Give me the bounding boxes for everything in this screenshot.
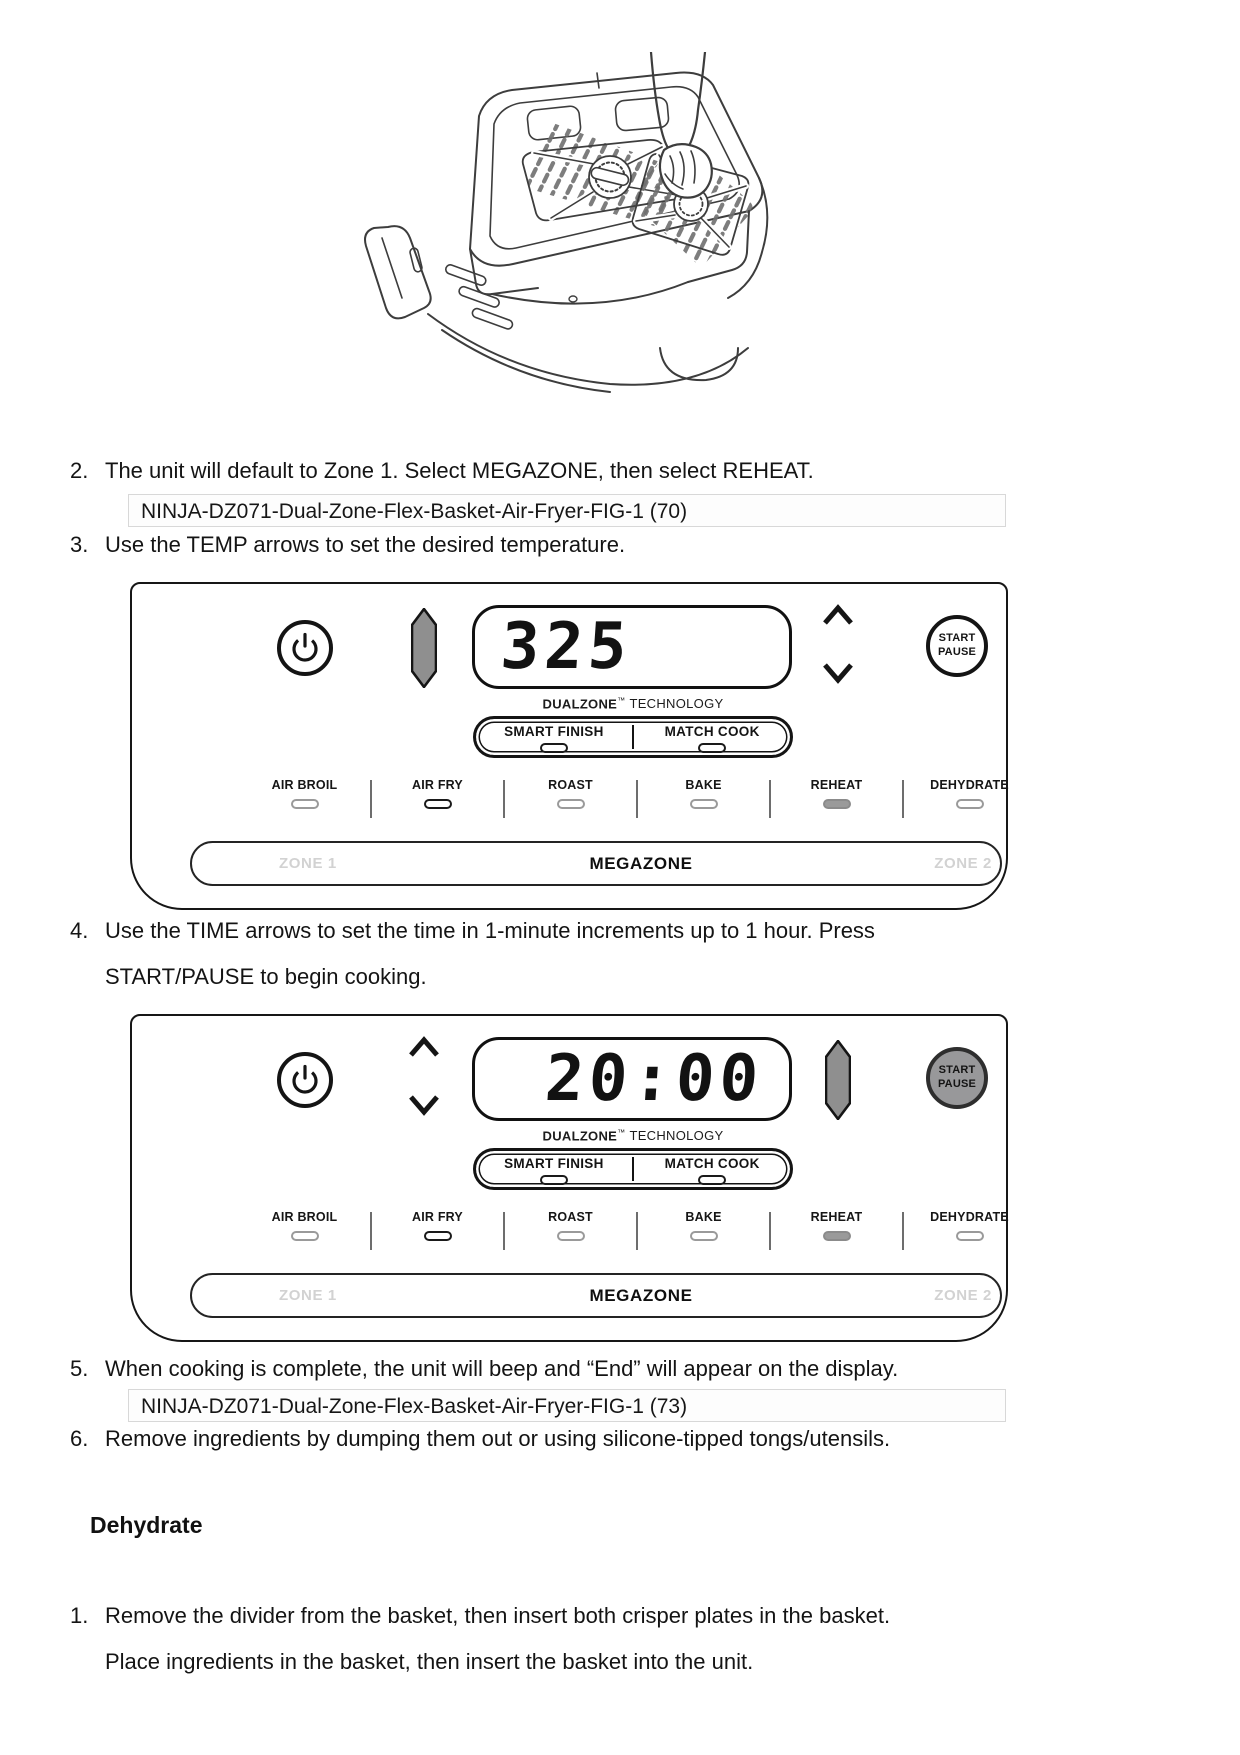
mode-air-broil: AIR BROIL bbox=[238, 1210, 371, 1254]
mode-indicator bbox=[557, 1231, 585, 1241]
zone-selector-bar bbox=[190, 1273, 1002, 1318]
dualzone-block bbox=[473, 1128, 793, 1190]
step-number: 6. bbox=[70, 1426, 89, 1451]
step-number: 3. bbox=[70, 532, 89, 557]
dualzone-brand: DUALZONE bbox=[542, 696, 618, 712]
cook-mode-row bbox=[238, 1210, 1036, 1254]
mode-indicator bbox=[690, 1231, 718, 1241]
figure-placeholder-label: NINJA-DZ071-Dual-Zone-Flex-Basket-Air-Fryer-FIG-1 (70) bbox=[141, 500, 688, 523]
zone-selector-bar bbox=[190, 841, 1002, 886]
mode-dehydrate: DEHYDRATE bbox=[903, 778, 1036, 822]
mode-indicator bbox=[956, 799, 984, 809]
step-number: 5. bbox=[70, 1356, 89, 1381]
match-cook-button: MATCH COOK bbox=[634, 722, 790, 753]
technology-label: TECHNOLOGY bbox=[629, 696, 724, 712]
match-cook-indicator bbox=[698, 743, 726, 753]
step-item-5 bbox=[70, 1356, 1010, 1382]
mode-indicator bbox=[291, 799, 319, 809]
mode-air-fry: AIR FRY bbox=[371, 1210, 504, 1254]
power-icon bbox=[288, 1063, 322, 1097]
display-screen bbox=[472, 605, 792, 689]
smart-finish-indicator bbox=[540, 743, 568, 753]
pause-label: PAUSE bbox=[937, 646, 977, 658]
mode-roast: ROAST bbox=[504, 778, 637, 822]
time-down-arrow-icon bbox=[822, 662, 854, 684]
figure-placeholder-label: NINJA-DZ071-Dual-Zone-Flex-Basket-Air-Fryer-FIG-1 (73) bbox=[141, 1395, 688, 1418]
mode-reheat-active: REHEAT bbox=[770, 1210, 903, 1254]
control-panel-time bbox=[130, 1014, 1008, 1342]
zone2-label: ZONE 2 bbox=[934, 1287, 992, 1304]
trademark-symbol: ™ bbox=[617, 696, 626, 705]
mode-indicator bbox=[424, 1231, 452, 1241]
mode-bake: BAKE bbox=[637, 1210, 770, 1254]
mode-reheat-active: REHEAT bbox=[770, 778, 903, 822]
temp-up-arrow-icon bbox=[408, 1036, 440, 1058]
smart-finish-button: SMART FINISH bbox=[476, 1154, 632, 1185]
pause-label: PAUSE bbox=[937, 1078, 977, 1090]
dualzone-brand: DUALZONE bbox=[542, 1128, 618, 1144]
cook-mode-row bbox=[238, 778, 1036, 822]
trademark-symbol: ™ bbox=[617, 1128, 626, 1137]
mode-bake: BAKE bbox=[637, 778, 770, 822]
mode-air-fry: AIR FRY bbox=[371, 778, 504, 822]
technology-label: TECHNOLOGY bbox=[629, 1128, 724, 1144]
temp-down-arrow-icon bbox=[408, 1094, 440, 1116]
step-text: Remove the divider from the basket, then insert both crisper plates in the basket. Place ingredients in the basket, then insert the basket into the unit. bbox=[105, 1603, 891, 1674]
display-value: 20:00 bbox=[542, 1042, 766, 1116]
control-panel-temp bbox=[130, 582, 1008, 910]
match-cook-indicator bbox=[698, 1175, 726, 1185]
step-item-6 bbox=[70, 1426, 1010, 1452]
dualzone-technology-label bbox=[473, 696, 793, 711]
step-text: Use the TEMP arrows to set the desired temperature. bbox=[105, 532, 626, 557]
mode-dehydrate: DEHYDRATE bbox=[903, 1210, 1036, 1254]
display-screen bbox=[472, 1037, 792, 1121]
step-text: Use the TIME arrows to set the time in 1-minute increments up to 1 hour. Press START/PAUSE to begin cooking. bbox=[105, 918, 875, 989]
temp-arrows-highlighted bbox=[411, 608, 437, 688]
zone1-label: ZONE 1 bbox=[279, 855, 337, 872]
zone2-label: ZONE 2 bbox=[934, 855, 992, 872]
step-text: When cooking is complete, the unit will beep and “End” will appear on the display. bbox=[105, 1356, 899, 1381]
smart-finish-match-cook-capsule bbox=[473, 716, 793, 758]
step-text: Remove ingredients by dumping them out or using silicone-tipped tongs/utensils. bbox=[105, 1426, 891, 1451]
figure-placeholder-box bbox=[128, 494, 1006, 527]
mode-indicator bbox=[557, 799, 585, 809]
mode-indicator-on bbox=[823, 1231, 851, 1241]
power-icon bbox=[288, 631, 322, 665]
step-item-4 bbox=[70, 918, 1010, 990]
smart-finish-indicator bbox=[540, 1175, 568, 1185]
step-item-3 bbox=[70, 532, 1010, 558]
figure-placeholder-box bbox=[128, 1389, 1006, 1422]
megazone-label: MEGAZONE bbox=[589, 1286, 693, 1305]
dualzone-technology-label bbox=[473, 1128, 793, 1143]
dualzone-block bbox=[473, 696, 793, 758]
display-value: 325 bbox=[498, 610, 635, 684]
step-item-2 bbox=[70, 458, 1010, 484]
step-text: The unit will default to Zone 1. Select MEGAZONE, then select REHEAT. bbox=[105, 458, 814, 483]
zone1-label: ZONE 1 bbox=[279, 1287, 337, 1304]
mode-indicator bbox=[424, 799, 452, 809]
step-item-dehydrate-1 bbox=[70, 1603, 1010, 1675]
time-up-arrow-icon bbox=[822, 604, 854, 626]
step-number: 2. bbox=[70, 458, 89, 483]
smart-finish-button: SMART FINISH bbox=[476, 722, 632, 753]
mode-air-broil: AIR BROIL bbox=[238, 778, 371, 822]
mode-indicator-on bbox=[823, 799, 851, 809]
start-pause-button bbox=[926, 615, 988, 677]
up-down-arrow-icon bbox=[411, 608, 437, 688]
mode-roast: ROAST bbox=[504, 1210, 637, 1254]
step-number: 1. bbox=[70, 1603, 89, 1628]
match-cook-button: MATCH COOK bbox=[634, 1154, 790, 1185]
mode-indicator bbox=[291, 1231, 319, 1241]
mode-indicator bbox=[956, 1231, 984, 1241]
mode-indicator bbox=[690, 799, 718, 809]
time-arrows-highlighted bbox=[825, 1040, 851, 1120]
start-label: START bbox=[938, 1064, 976, 1077]
section-heading-dehydrate: Dehydrate bbox=[90, 1512, 203, 1538]
start-label: START bbox=[938, 632, 976, 645]
start-pause-button-pressed bbox=[926, 1047, 988, 1109]
power-button bbox=[277, 620, 333, 676]
power-button bbox=[277, 1052, 333, 1108]
basket-crisper-plate-illustration bbox=[356, 52, 780, 397]
megazone-label: MEGAZONE bbox=[589, 854, 693, 873]
step-number: 4. bbox=[70, 918, 89, 943]
up-down-arrow-icon bbox=[825, 1040, 851, 1120]
smart-finish-match-cook-capsule bbox=[473, 1148, 793, 1190]
